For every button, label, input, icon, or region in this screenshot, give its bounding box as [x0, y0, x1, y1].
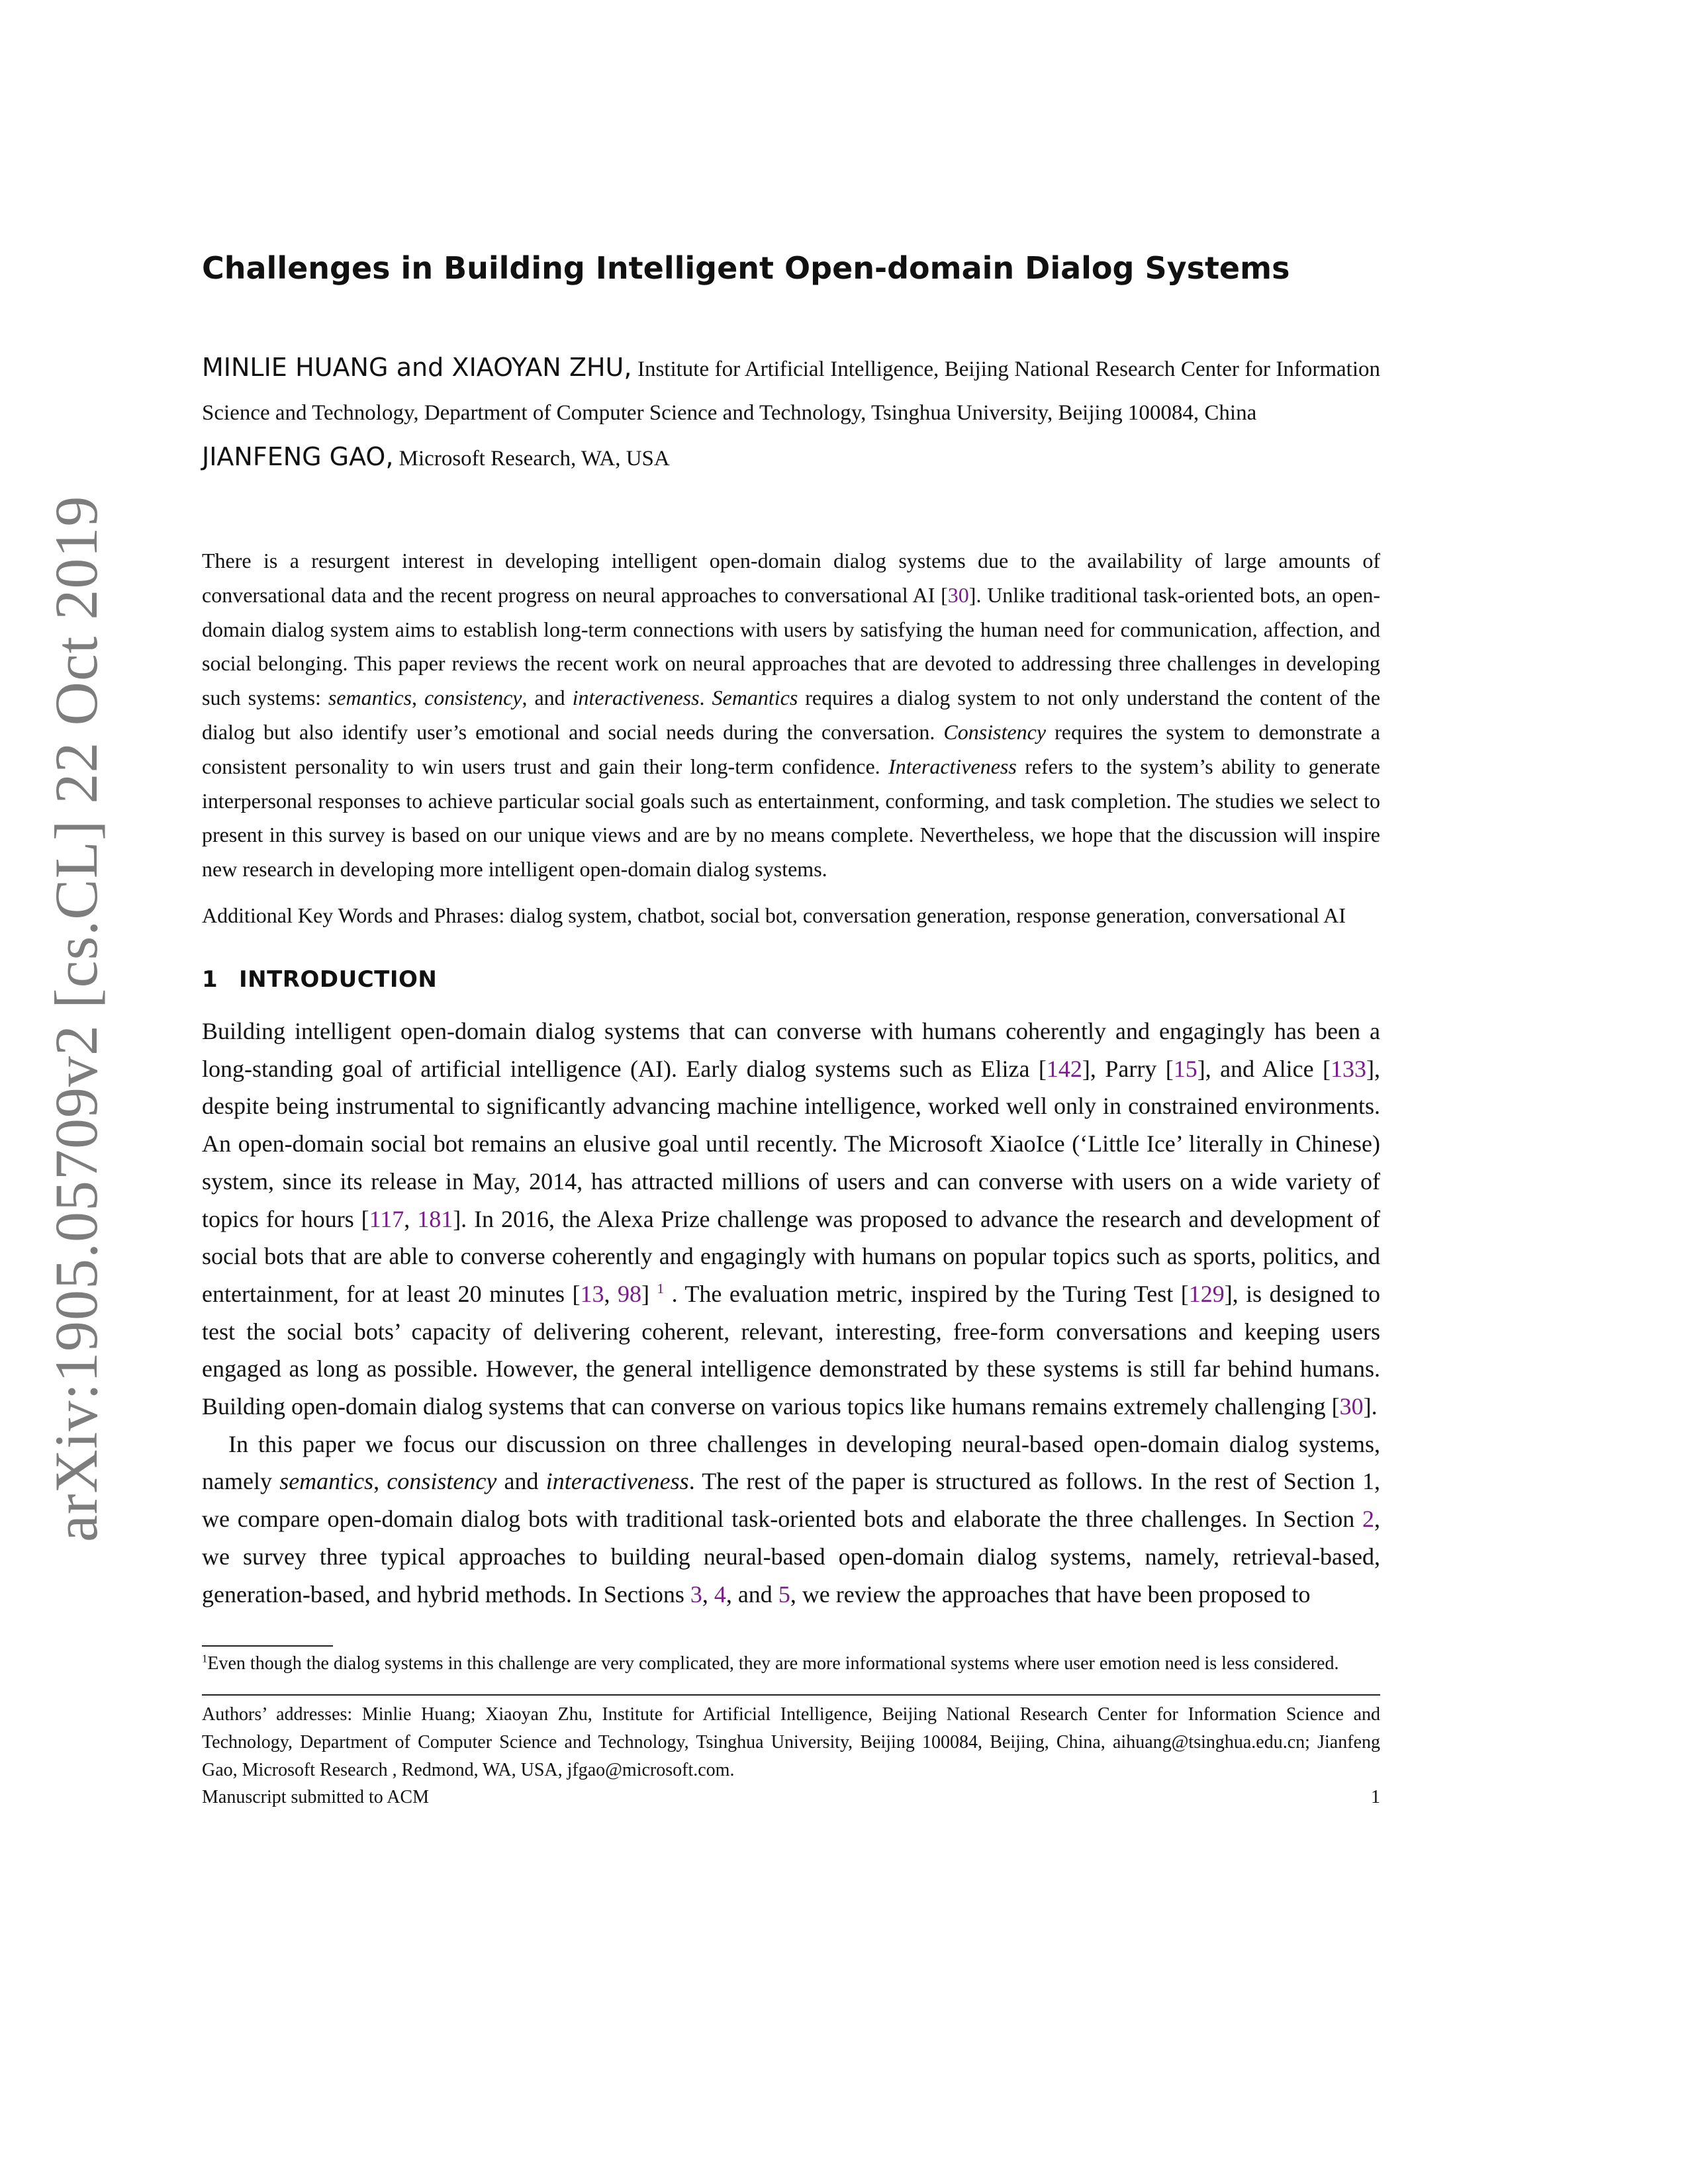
page-footer	[202, 1784, 1380, 1811]
citation-link[interactable]: 30	[1339, 1393, 1364, 1420]
footnote-divider	[202, 1645, 333, 1647]
abstract: There is a resurgent interest in developing intelligent open-domain dialog systems due to the availability of large amounts of conversational data and the recent progress on neural approaches to conversational AI [30]. Unlike traditional task-oriented bots, an open-domain dialog system aims to establish long-term connections with users by satisfying the human need for communication, affection, and social belonging. This paper reviews the recent work on neural approaches that are devoted to addressing three challenges in developing such systems: semantics, consistency, and interactiveness. Semantics requires a dialog system to not only understand the content of the dialog but also identify user’s emotional and social needs during the conversation. Consistency requires the system to demonstrate a consistent personality to win users trust and gain their long-term confidence. Interactiveness refers to the system’s ability to generate interpersonal responses to achieve particular social goals such as entertainment, conforming, and task completion. The studies we select to present in this survey is based on our unique views and are by no means complete. Nevertheless, we hope that the discussion will inspire new research in developing more intelligent open-domain dialog systems.	[202, 549, 1381, 882]
citation-link[interactable]: 133	[1331, 1055, 1366, 1082]
intro-paragraph-1: Building intelligent open-domain dialog systems that can converse with humans coherently and engagingly has been a long-standing goal of artificial intelligence (AI). Early dialog systems such as Eliza [142], Parry [15], and Alice [133], despite being instrumental to significantly advancing machine intelligence, worked well only in constrained environments. An open-domain social bot remains an elusive goal until recently. The Microsoft XiaoIce (‘Little Ice’ literally in Chinese) system, since its release in May, 2014, has attracted millions of users and can converse with users on a wide variety of topics for hours [117, 181]. In 2016, the Alexa Prize challenge was proposed to advance the research and development of social bots that are able to converse coherently and engagingly with humans on popular topics such as sports, politics, and entertainment, for at least 20 minutes [13, 98] $^1$ . The evaluation metric, inspired by the Turing Test [129], is designed to test the social bots’ capacity of delivering coherent, relevant, interesting, free-form conversations and keeping users engaged as long as possible. However, the general intelligence demonstrated by these systems is still far behind humans. Building open-domain dialog systems that can converse on various topics like humans remains extremely challenging [30].	[202, 1018, 1380, 1420]
author-affiliation-2: Microsoft Research, WA, USA	[393, 447, 670, 471]
footer-manuscript-note: Manuscript submitted to ACM	[202, 1787, 429, 1807]
author-names-2: JIANFENG GAO,	[202, 442, 394, 471]
arxiv-identifier-stamp: arXiv:1905.05709v2 [cs.CL] 22 Oct 2019	[42, 495, 110, 1542]
paper-title: Challenges in Building Intelligent Open-domain Dialog Systems	[202, 250, 1290, 286]
author-addresses: Authors’ addresses: Minlie Huang; Xiaoyan Zhu, Institute for Artificial Intelligence, Beijing National Research Center for Information Science and Technology, Department of Computer Science and Technology, Tsinghua University, Beijing 100084, Beijing, China, aihuang@tsinghua.edu.cn; Jianfeng Gao, Microsoft Research , Redmond, WA, USA, jfgao@microsoft.com.	[202, 1704, 1380, 1780]
keywords: Additional Key Words and Phrases: dialog system, chatbot, social bot, conversation generation, response generation, conversational AI	[202, 903, 1346, 927]
footnote-marker-link[interactable]: 1	[657, 1280, 665, 1297]
footnote-mark: 1	[202, 1652, 208, 1665]
section-link[interactable]: 3	[690, 1580, 702, 1608]
intro-paragraph-2: In this paper we focus our discussion on three challenges in developing neural-based open-domain dialog systems, namely semantics, consistency and interactiveness. The rest of the paper is structured as follows. In the rest of Section 1, we compare open-domain dialog bots with traditional task-oriented bots and elaborate the three challenges. In Section 2, we survey three typical approaches to building neural-based open-domain dialog systems, namely, retrieval-based, generation-based, and hybrid methods. In Sections 3, 4, and 5, we review the approaches that have been proposed to	[202, 1430, 1381, 1608]
introduction-body	[202, 1013, 1380, 1613]
citation-link[interactable]: 30	[947, 582, 969, 607]
author-names-1: MINLIE HUANG and XIAOYAN ZHU,	[202, 353, 632, 382]
footnote-text: Even though the dialog systems in this challenge are very complicated, they are more informational systems where user emotion need is less considered.	[207, 1653, 1339, 1674]
citation-link[interactable]: 142	[1046, 1055, 1082, 1082]
page-number: 1	[1371, 1787, 1380, 1807]
citation-link[interactable]: 13	[580, 1280, 604, 1307]
section-heading-introduction	[202, 966, 437, 993]
citation-link[interactable]: 129	[1188, 1280, 1225, 1307]
section-title: INTRODUCTION	[239, 966, 438, 993]
section-number: 1	[202, 966, 218, 993]
addresses-divider	[202, 1694, 1380, 1696]
section-link[interactable]: 5	[778, 1580, 790, 1608]
citation-link[interactable]: 117	[369, 1205, 404, 1232]
citation-link[interactable]: 181	[417, 1205, 453, 1232]
author-block	[202, 345, 1380, 480]
citation-link[interactable]: 15	[1173, 1055, 1197, 1082]
footnote	[202, 1651, 1380, 1677]
section-link[interactable]: 2	[1362, 1506, 1374, 1533]
author-affiliation-1: Institute for Artificial Intelligence, Beijing National Research Center for Information Science and Technology, Department of Computer Science and Technology, Tsinghua University, Beijing 100084, China	[202, 357, 1380, 425]
citation-link[interactable]: 98	[617, 1280, 641, 1307]
section-link[interactable]: 4	[714, 1580, 726, 1608]
